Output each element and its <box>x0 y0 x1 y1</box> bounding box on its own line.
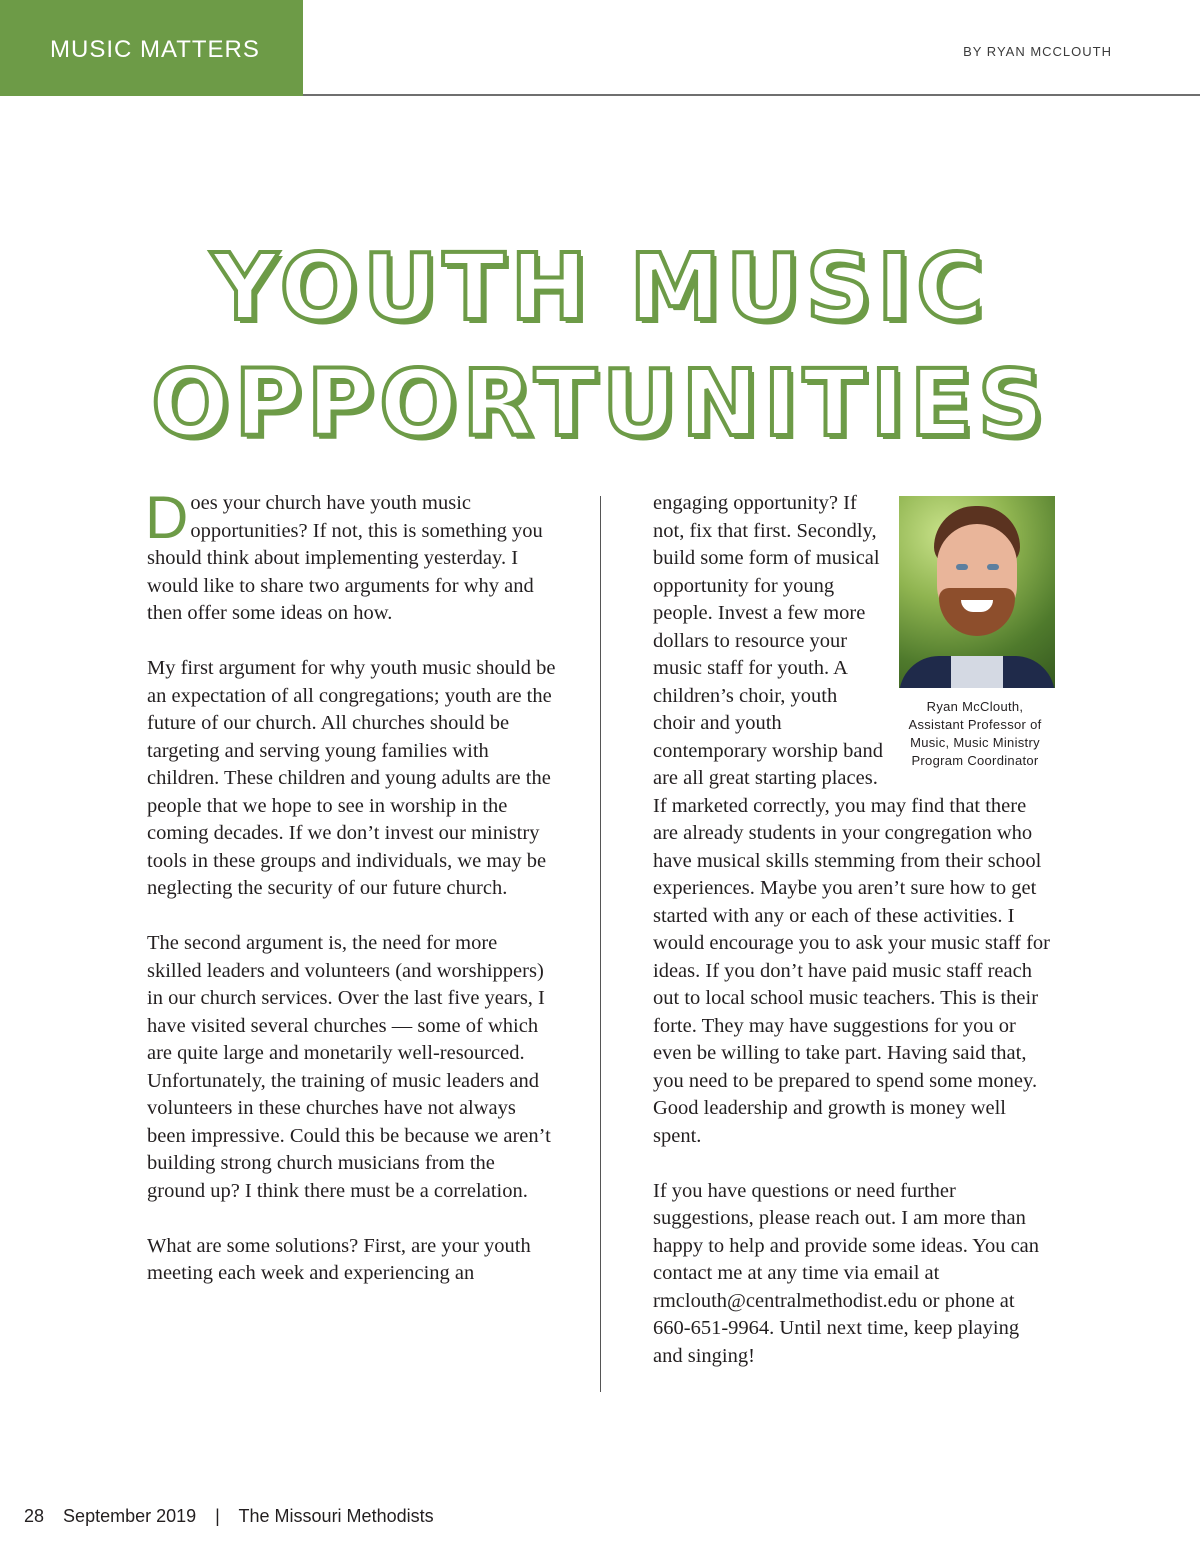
paragraph: If you have questions or need further suggestions, please reach out. I am more than happy to help and provide some ideas. You can contact me at any time via email at rmclouth@centralmethodist.edu or phone at 660-651-9964. Until next time, keep playing and singing! <box>653 1179 1040 1367</box>
article-column-right <box>653 490 1053 1398</box>
photo-caption <box>895 698 1055 770</box>
issue-date: September 2019 <box>63 1506 197 1526</box>
caption-title: Assistant Professor of Music, Music Ministry Program Coordinator <box>908 717 1042 768</box>
paragraph: The second argument is, the need for more skilled leaders and volunteers (and worshippers) in our church services. Over the last five years, I have visited several churches — some of which are quite large and monetarily well-resourced. Unfortunately, the training of music leaders and volunteers in these churches have not always been impressive. Could this be because we aren’t building strong church musicians from the ground up? I think there must be a correlation. <box>147 932 551 1202</box>
caption-name: Ryan McClouth, <box>926 699 1024 714</box>
footer-separator: | <box>215 1506 220 1526</box>
article-title <box>0 230 1200 462</box>
paragraph: What are some solutions? First, are your youth meeting each week and experiencing an <box>147 1234 531 1284</box>
byline: BY RYAN MCCLOUTH <box>963 44 1112 59</box>
header-divider <box>303 94 1200 96</box>
page-footer <box>24 1506 448 1527</box>
author-photo-block <box>895 496 1055 770</box>
author-photo <box>899 496 1055 688</box>
title-line-2: OPPORTUNITIES <box>151 350 1049 457</box>
section-label: MUSIC MATTERS <box>0 0 303 96</box>
publication-name: The Missouri Methodists <box>238 1506 434 1526</box>
title-line-1: YOUTH MUSIC <box>211 234 989 341</box>
paragraph: My first argument for why youth music should be an expectation of all congregations; youth are the future of our church. All churches should be targeting and serving young families with children. These children and young adults are the people that we hope to see in worship in the coming decades. If we don’t invest our ministry tools in these groups and individuals, we may be neglecting the security of our future church. <box>147 657 556 899</box>
paragraph: engaging opportunity? If not, fix that first. Secondly, build some form of musical opportunity for young people. Invest a few more dollars to resource your music staff for youth. A children’s choir, youth choir and youth contemporary worship band are all great starting places. If marketed correctly, you may find that there are already students in your congregation who have musical skills stemming from their school experiences. Maybe you aren’t sure how to get started with any or each of these activities. I would encourage you to ask your music staff for ideas. If you don’t have paid music staff reach out to local school music teachers. This is their forte. They may have suggestions for you or even be willing to take part. Having said that, you need to be prepared to spend some money. Good leadership and growth is money well spent. <box>653 492 1050 1147</box>
page-number: 28 <box>24 1506 45 1526</box>
drop-cap: D <box>145 484 189 551</box>
article-column-left <box>145 484 557 1315</box>
paragraph <box>145 484 557 628</box>
column-divider <box>600 496 601 1392</box>
paragraph-text: oes your church have youth music opportunities? If not, this is something you should think about implementing yesterday. I would like to share two arguments for why and then offer some ideas on how. <box>147 492 543 624</box>
